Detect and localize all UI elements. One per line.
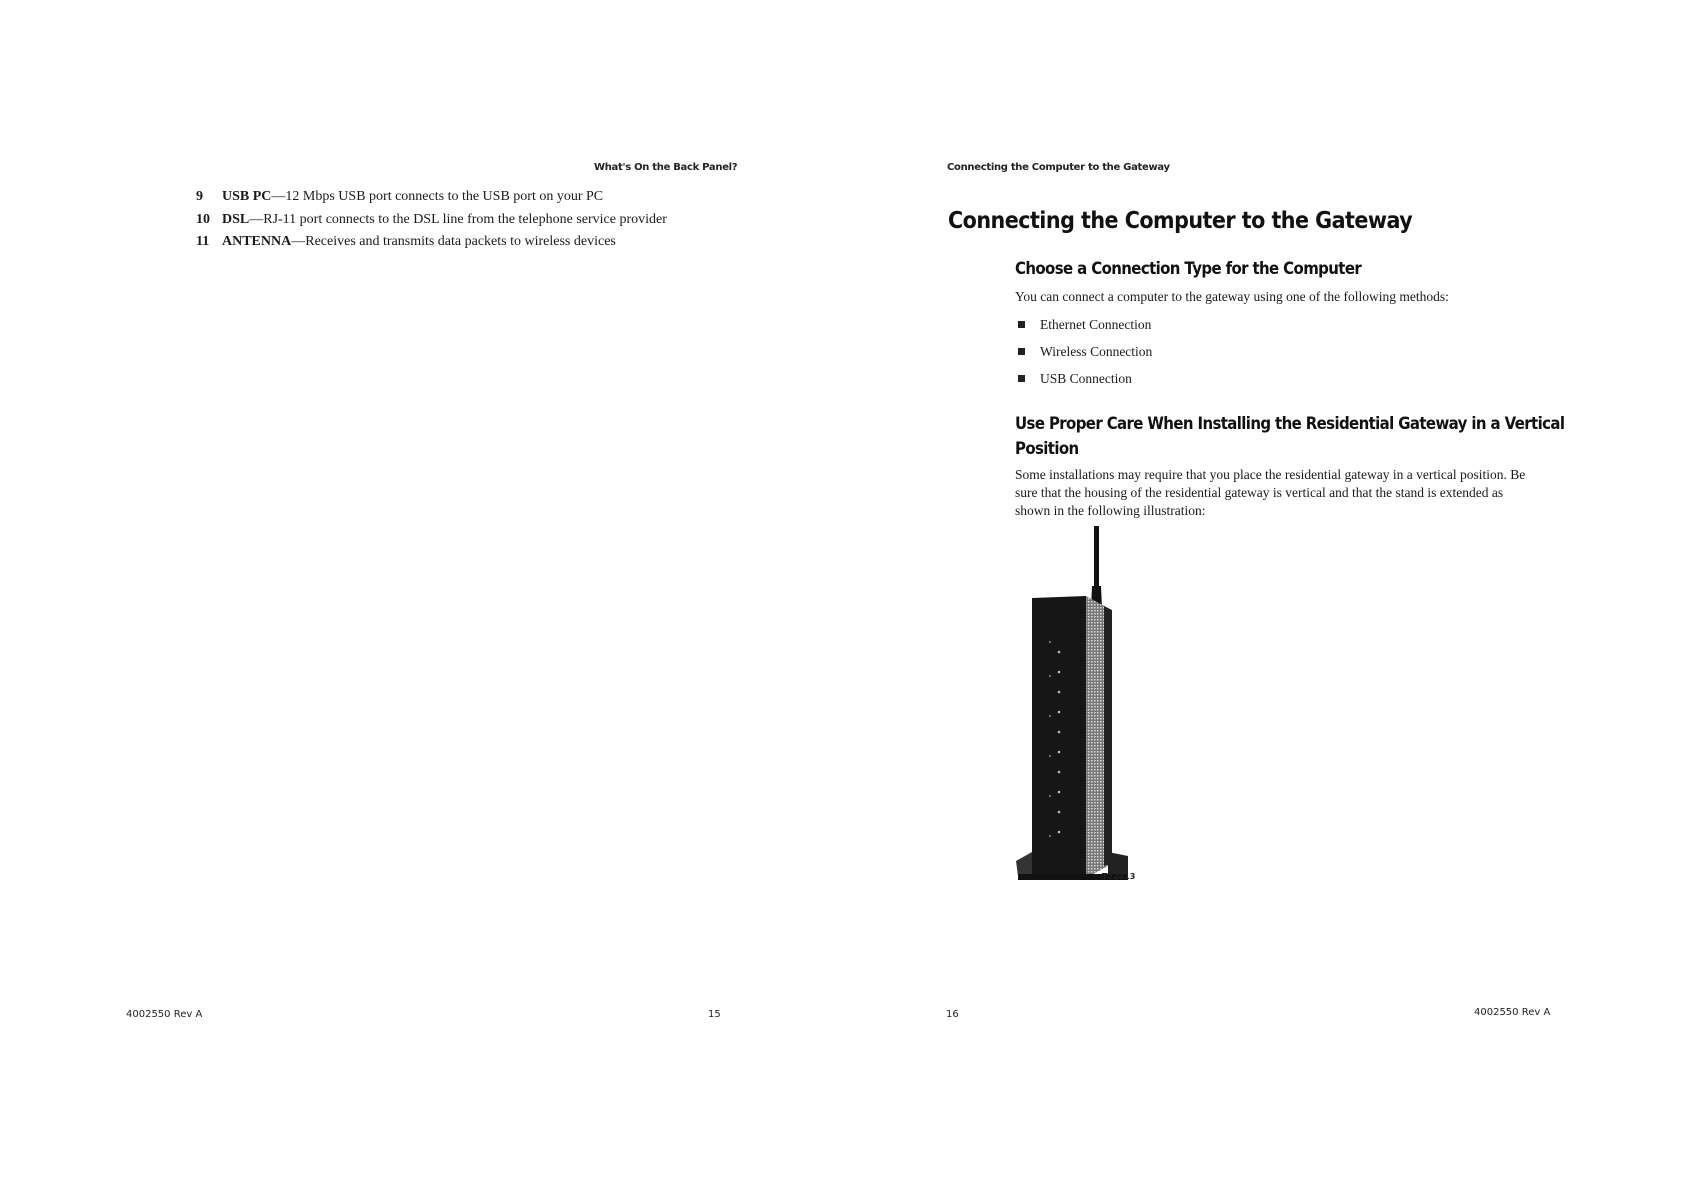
gateway-illustration [1010,526,1150,886]
item-description: —RJ-11 port connects to the DSL line from the telephone service provider [249,211,667,227]
section-intro: You can connect a computer to the gateway using one of the following methods: [1015,289,1449,304]
left-footer-doc-number: 4002550 Rev A [126,1009,203,1020]
page-title: Connecting the Computer to the Gateway [948,208,1413,234]
section-heading-vertical-position: Use Proper Care When Installing the Residential Gateway in a Vertical Position [1015,414,1565,459]
item-description: —12 Mbps USB port connects to the USB port on your PC [271,189,604,204]
right-running-header: Connecting the Computer to the Gateway [947,162,1170,173]
connection-methods-list [1015,311,1152,392]
item-number: 11 [196,234,210,249]
figure-label: T12813 [1102,872,1136,881]
right-page-number: 16 [946,1009,959,1020]
router-icon [1010,526,1150,886]
item-term: USB PC [222,189,272,204]
list-item [196,186,667,209]
item-number: 9 [196,189,203,204]
list-item: USB Connection [1015,365,1152,392]
list-item: Wireless Connection [1015,338,1152,365]
list-item: Ethernet Connection [1015,311,1152,338]
left-running-header: What's On the Back Panel? [594,162,738,173]
left-page-number: 15 [708,1009,721,1020]
list-item [196,231,667,254]
bullet-square-icon [1018,321,1025,328]
item-term: ANTENNA [222,234,292,249]
item-number: 10 [196,211,210,227]
item-description: —Receives and transmits data packets to wireless devices [291,234,616,249]
back-panel-list [196,186,667,254]
section-heading-connection-type: Choose a Connection Type for the Computer [1015,259,1362,279]
right-footer-doc-number: 4002550 Rev A [1474,1007,1551,1018]
bullet-square-icon [1018,375,1025,382]
bullet-square-icon [1018,348,1025,355]
section-body: Some installations may require that you place the residential gateway in a vertical position. Be sure that the housing of the residential gateway is vertical and that the stand is extended as shown in the following illustration: [1015,467,1526,518]
list-item [196,209,667,232]
item-term: DSL [222,211,250,227]
